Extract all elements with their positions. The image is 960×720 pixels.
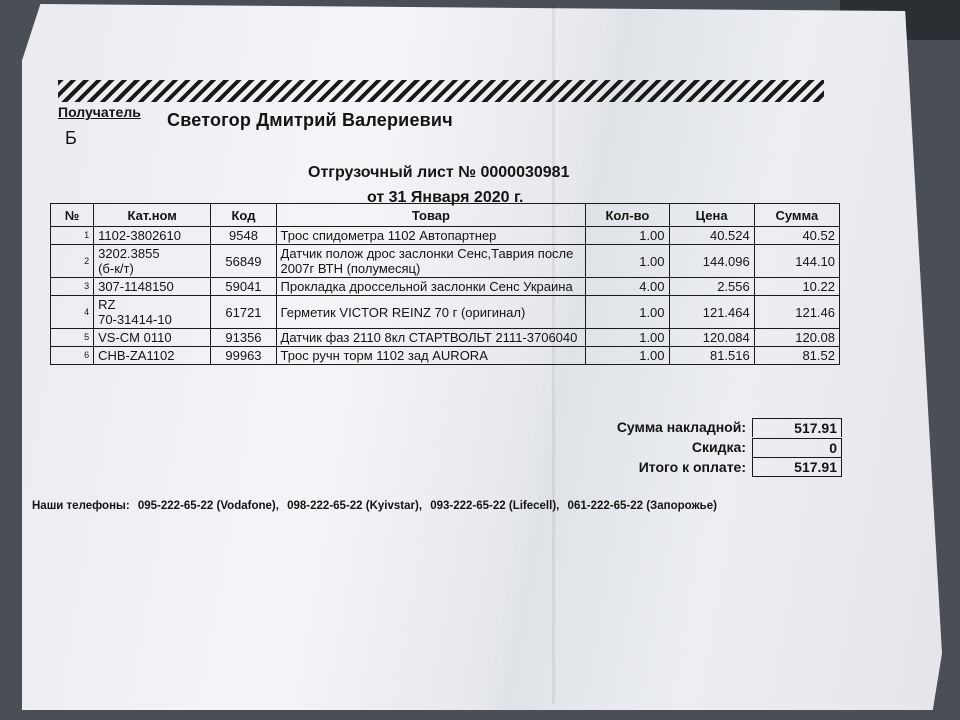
row-sum: 10.22 xyxy=(754,278,839,296)
row-name: Трос ручн торм 1102 зад AURORA xyxy=(276,347,586,365)
header-name: Товар xyxy=(276,204,586,227)
header-code: Код xyxy=(211,204,276,227)
row-code: 61721 xyxy=(211,296,276,329)
document-date: от 31 Января 2020 г. xyxy=(367,189,524,206)
header-num: № xyxy=(51,204,94,227)
totals-block xyxy=(560,417,842,477)
row-price: 2.556 xyxy=(669,278,754,296)
total-due-row xyxy=(560,457,842,477)
row-qty: 1.00 xyxy=(586,347,669,365)
recipient-type: Б xyxy=(65,128,77,148)
row-num: 6 xyxy=(51,347,94,365)
total-due-value: 517.91 xyxy=(752,457,842,477)
table-row xyxy=(51,296,840,329)
recipient-label: Получатель xyxy=(58,104,141,120)
row-qty: 1.00 xyxy=(586,296,669,329)
table-row xyxy=(51,227,840,245)
row-sum: 144.10 xyxy=(754,245,839,278)
row-code: 56849 xyxy=(211,245,276,278)
recipient-name: Светогор Дмитрий Валериевич xyxy=(167,110,453,130)
phone-zaporozhye: 061-222-65-22 (Запорожье) xyxy=(567,500,717,512)
header-qty: Кол-во xyxy=(586,204,669,227)
row-cat: 1102-3802610 xyxy=(94,227,211,245)
discount-row xyxy=(560,437,842,457)
header-cat: Кат.ном xyxy=(94,204,211,227)
row-num: 3 xyxy=(51,278,94,296)
header-sum: Сумма xyxy=(754,204,839,227)
row-cat: CHB-ZA1102 xyxy=(94,347,211,365)
table-row xyxy=(51,278,840,296)
document-title: Отгрузочный лист № 0000030981 xyxy=(308,164,570,181)
phones-label: Наши телефоны: xyxy=(32,500,130,512)
row-price: 121.464 xyxy=(669,296,754,329)
row-qty: 1.00 xyxy=(586,227,669,245)
row-name: Датчик фаз 2110 8кл СТАРТВОЛЬТ 2111-3706040 xyxy=(276,329,586,347)
row-name: Прокладка дроссельной заслонки Сенс Украина xyxy=(276,278,586,296)
row-sum: 120.08 xyxy=(754,329,839,347)
row-num: 4 xyxy=(51,296,94,329)
row-num: 2 xyxy=(51,245,94,278)
table-row xyxy=(51,329,840,347)
row-cat: 307-1148150 xyxy=(94,278,211,296)
row-code: 91356 xyxy=(211,329,276,347)
row-qty: 1.00 xyxy=(586,329,669,347)
table-header-row xyxy=(51,204,840,227)
row-code: 99963 xyxy=(211,347,276,365)
discount-label: Скидка: xyxy=(691,439,746,455)
table-row xyxy=(51,347,840,365)
row-qty: 4.00 xyxy=(586,278,669,296)
row-cat: RZ 70-31414-10 xyxy=(94,296,211,329)
header-hatch-band xyxy=(58,80,824,102)
row-cat: 3202.3855 (б-к/т) xyxy=(94,245,211,278)
row-name: Датчик полож дрос заслонки Сенс,Таврия после 2007г ВТН (полумесяц) xyxy=(276,245,586,278)
phone-lifecell: 093-222-65-22 (Lifecell), xyxy=(430,500,560,512)
row-sum: 40.52 xyxy=(754,227,839,245)
row-price: 144.096 xyxy=(669,245,754,278)
total-due-label: Итого к оплате: xyxy=(638,459,746,475)
row-sum: 81.52 xyxy=(754,347,839,365)
row-price: 120.084 xyxy=(669,329,754,347)
phone-kyivstar: 098-222-65-22 (Kyivstar), xyxy=(287,500,423,512)
row-price: 81.516 xyxy=(669,347,754,365)
row-cat: VS-CM 0110 xyxy=(94,329,211,347)
phones-line xyxy=(32,500,792,512)
row-qty: 1.00 xyxy=(586,245,669,278)
row-price: 40.524 xyxy=(669,227,754,245)
items-table xyxy=(50,203,840,365)
invoice-sum-label: Сумма накладной: xyxy=(616,419,746,435)
phone-vodafone: 095-222-65-22 (Vodafone), xyxy=(137,500,279,512)
row-name: Трос спидометра 1102 Автопартнер xyxy=(276,227,586,245)
invoice-sum-row xyxy=(560,417,842,437)
row-sum: 121.46 xyxy=(754,296,839,329)
row-num: 5 xyxy=(51,329,94,347)
invoice-sum-value: 517.91 xyxy=(752,418,842,437)
row-code: 9548 xyxy=(211,227,276,245)
row-name: Герметик VICTOR REINZ 70 г (оригинал) xyxy=(276,296,586,329)
table-row xyxy=(51,245,840,278)
row-num: 1 xyxy=(51,227,94,245)
header-price: Цена xyxy=(669,204,754,227)
discount-value: 0 xyxy=(752,438,842,457)
row-code: 59041 xyxy=(211,278,276,296)
